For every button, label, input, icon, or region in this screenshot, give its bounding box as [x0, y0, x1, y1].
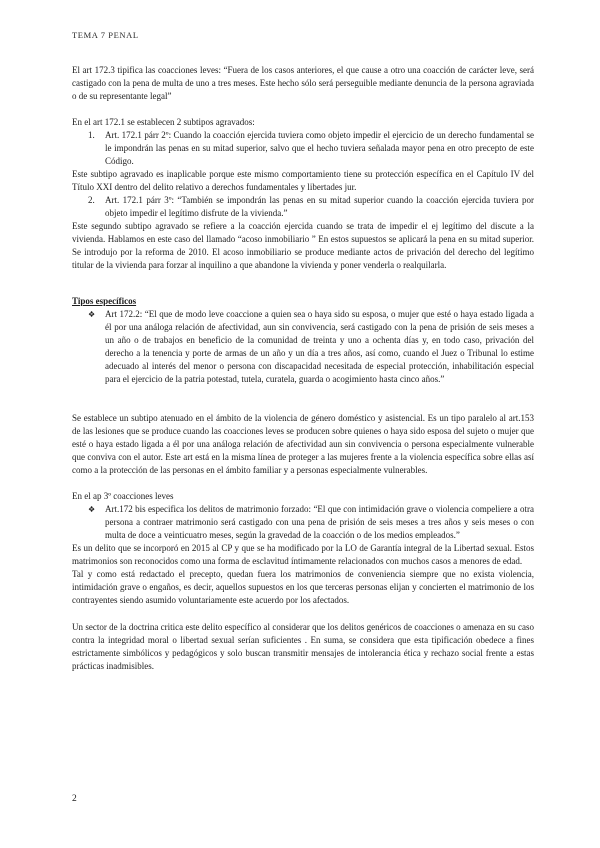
heading-ap-3-coacciones-leves: En el ap 3º coacciones leves — [72, 491, 174, 501]
paragraph-subtipos-intro: En el art 172.1 se establecen 2 subtipos agravados: — [72, 117, 255, 127]
numbered-item-1-text: Art. 172.1 párr 2º: Cuando la coacción ejercida tuviera como objeto impedir el ejercicio de un derecho fundamental se le impondrán las penas en su mitad superior, salvo que el hecho tuviera señalada mayor pena en otro precepto de este Código. — [105, 130, 534, 166]
page-number: 2 — [72, 794, 77, 804]
bullet-item-art-172-bis-text: Art.172 bis especifica los delitos de matrimonio forzado: “El que con intimidación grave o violencia compeliere a otra persona a contraer matrimonio será castigado con una pena de prisión de seis meses a tres años y seis meses o con multa de doce a veinticuatro meses, según la gravedad de la coacción o de los medios empleados.” — [105, 504, 534, 540]
list-number-1: 1. — [88, 130, 95, 140]
document-content — [72, 30, 534, 673]
diamond-bullet-icon: ❖ — [88, 505, 96, 514]
bullet-item-art-172-bis — [72, 503, 534, 542]
bullet-item-art-172-2-text: Art 172.2: “El que de modo leve coaccione a quien sea o haya sido su esposa, o mujer que esté o haya estado ligada a él por una análoga relación de afectividad, aun sin convivencia, será castigado con la pena de prisión de seis meses a un año o de trabajos en beneficio de la comunidad de treinta y uno a ochenta días y, en todo caso, privación del derecho a la tenencia y porte de armas de un año y un día a tres años, así como, cuando el Juez o Tribunal lo estime adecuado al interés del menor o persona con discapacidad necesitada de especial protección, inhabilitación especial para el ejercicio de la patria potestad, tutela, curatela, guarda o acogimiento hasta cinco años.” — [105, 309, 534, 384]
numbered-item-1 — [72, 129, 534, 168]
heading-tipos-especificos: Tipos específicos — [72, 296, 137, 306]
paragraph-subtipo-atenuado: Se establece un subtipo atenuado en el ámbito de la violencia de género doméstico y asistencial. Es un tipo paralelo al art.153 de las lesiones que se produce cuando las coacciones leves se producen sobre quienes o haya sido esposa del sujeto o mujer que esté o haya estado ligada a él por una análoga relación de afectividad aun sin convivencia o persona especialmente vulnerable que conviva con el autor. Este art está en la misma línea de proteger a las mujeres frente a la violencia específica sobre ellas así como a la protección de las personas en el ámbito familiar y a personas especialmente vulnerables. — [72, 413, 534, 475]
paragraph-doctrina-critica: Un sector de la doctrina critica este delito específico al considerar que los delitos genéricos de coacciones o amenaza en su caso contra la integridad moral o libertad sexual serían suficientes . En suma, se considera que esta tipificación obedece a fines estrictamente simbólicos y pedagógicos y solo buscan transmitir mensajes de intolerancia ética y rechazo social frente a estas prácticas inadmisibles. — [72, 622, 534, 671]
list-number-2: 2. — [88, 195, 95, 205]
paragraph-matrimonios-conveniencia: Tal y como está redactado el precepto, quedan fuera los matrimonios de conveniencia siempre que no exista violencia, intimidación grave o engaños, es decir, aquellos supuestos en los que terceras personas elijan y concierten el matrimonio de los contrayentes siendo asumido voluntariamente este acuerdo por los afectados. — [72, 569, 534, 605]
paragraph-acoso-inmobiliario: Este segundo subtipo agravado se refiere a la coacción ejercida cuando se trata de impedir el ej legítimo del discute a la vivienda. Hablamos en este caso del llamado “acoso inmobiliario ” En estos supuestos se aplicará la pena en su mitad superior. Se introdujo por la reforma de 2010. El acoso inmobiliario se produce mediante actos de privación del derecho del legítimo titular de la vivienda para forzar al inquilino a que abandone la vivienda y poner venderla o realquilarla. — [72, 221, 534, 270]
bullet-item-art-172-2 — [72, 308, 534, 386]
numbered-item-2 — [72, 194, 534, 220]
paragraph-subtipo-inaplicable: Este subtipo agravado es inaplicable porque este mismo comportamiento tiene su protección específica en el Capítulo IV del Título XXI dentro del delito relativo a derechos fundamentales y libertades jur. — [72, 169, 534, 192]
paragraph-delito-2015: Es un delito que se incorporó en 2015 al CP y que se ha modificado por la LO de Garantía integral de la Libertad sexual. Estos matrimonios son reconocidos como una forma de esclavitud íntimamente relacionados con muchos casos a menores de edad. — [72, 543, 534, 566]
numbered-item-2-text: Art. 172.1 párr 3º: “También se impondrán las penas en su mitad superior cuando la coacción ejercida tuviera por objeto impedir el legítimo disfrute de la vivienda.” — [105, 195, 534, 218]
paragraph-art-172-3: El art 172.3 tipifica las coacciones leves: “Fuera de los casos anteriores, el que cause a otro una coacción de carácter leve, será castigado con la pena de multa de uno a tres meses. Este hecho sólo será perseguible mediante denuncia de la persona agraviada o de su representante legal” — [72, 65, 534, 101]
document-header: TEMA 7 PENAL — [72, 30, 139, 40]
diamond-bullet-icon: ❖ — [88, 310, 96, 319]
